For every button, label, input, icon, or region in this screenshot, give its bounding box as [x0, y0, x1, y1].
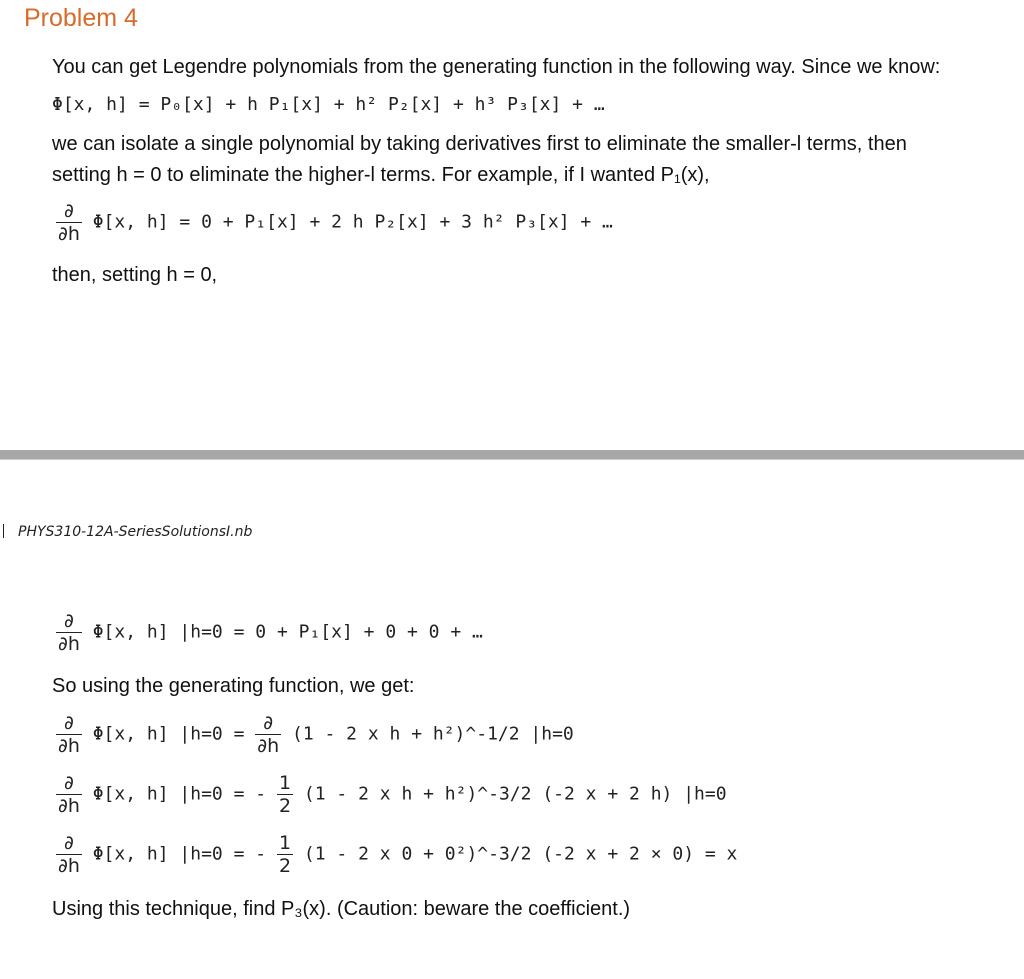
- half-fraction: $\frac{1}{2}$: [278, 832, 292, 877]
- partial-derivative-fraction: $\frac{\partial}{\partial h}$: [58, 610, 80, 655]
- half-fraction: $\frac{1}{2}$: [278, 772, 292, 817]
- evaluated-derivative-equation: [56, 610, 483, 655]
- partial-derivative-fraction: $\frac{\partial}{\partial h}$: [257, 712, 280, 757]
- page-title: Problem 4: [24, 4, 138, 32]
- step3-equation: $\frac{\partial}{\partial h}$ Φ[x, h] |h=0 = - $\frac{1}{2}$ (1 - 2 x 0 + 0²)^-3/2 (-2 x + 2 × 0) = x: [58, 832, 738, 877]
- explanation-text-2: setting h = 0 to eliminate the higher-l terms. For example, if I wanted P₁(x),: [52, 164, 710, 186]
- evaluated-rhs: Φ[x, h] |h=0 = 0 + P₁[x] + 0 + 0 + …: [92, 621, 483, 643]
- partial-derivative-fraction: $\frac{\partial}{\partial h}$: [58, 200, 80, 245]
- explanation-text-1: we can isolate a single polynomial by taking derivatives first to eliminate the smaller-l terms, then: [52, 133, 907, 155]
- step2-rhs: (1 - 2 x h + h²)^-3/2 (-2 x + 2 h) |h=0: [303, 783, 727, 805]
- step1-equation: $\frac{\partial}{\partial h}$ Φ[x, h] |h=0 = $\frac{\partial}{\partial h}$ (1 - 2 x h + h²)^-1/2 |h=0: [58, 712, 574, 757]
- step2-equation: $\frac{\partial}{\partial h}$ Φ[x, h] |h=0 = - $\frac{1}{2}$ (1 - 2 x h + h²)^-3/2 (-2 x + 2 h) |h=0: [58, 772, 727, 817]
- step1-rhs: (1 - 2 x h + h²)^-1/2 |h=0: [292, 723, 574, 745]
- derivative-rhs: Φ[x, h] = 0 + P₁[x] + 2 h P₂[x] + 3 h² P₃[x] + …: [92, 211, 613, 233]
- notebook-filename: PHYS310-12A-SeriesSolutionsI.nb: [3, 524, 252, 540]
- task-text: Using this technique, find P₃(x). (Caution: beware the coefficient.): [52, 898, 631, 920]
- partial-derivative-fraction: $\frac{\partial}{\partial h}$: [58, 832, 80, 877]
- derivative-equation: [56, 200, 613, 245]
- partial-derivative-fraction: $\frac{\partial}{\partial h}$: [58, 712, 80, 757]
- page-divider: [0, 450, 1024, 460]
- generating-function-text: So using the generating function, we get:: [52, 675, 415, 697]
- partial-derivative-fraction: $\frac{\partial}{\partial h}$: [58, 772, 80, 817]
- generating-function-equation: Φ[x, h] = P₀[x] + h P₁[x] + h² P₂[x] + h³ P₃[x] + …: [52, 94, 605, 115]
- intro-text: You can get Legendre polynomials from the generating function in the following way. Since we know:: [52, 56, 941, 78]
- setting-h-text: then, setting h = 0,: [52, 264, 218, 286]
- cell-bracket: [3, 524, 4, 538]
- step3-rhs: (1 - 2 x 0 + 0²)^-3/2 (-2 x + 2 × 0) = x: [303, 843, 738, 865]
